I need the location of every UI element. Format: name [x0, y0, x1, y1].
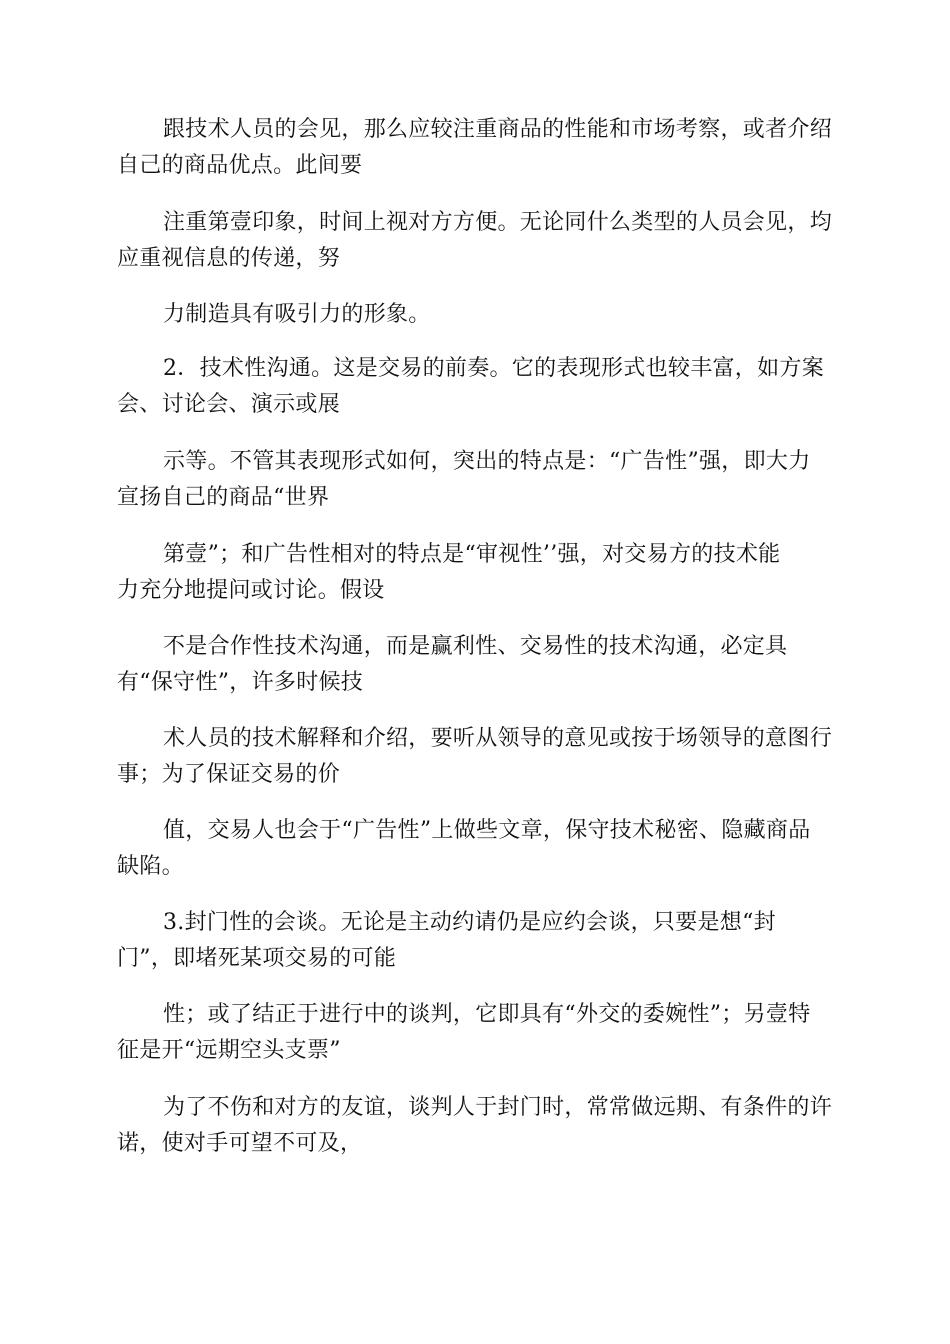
paragraph-line: 缺陷。: [117, 854, 184, 879]
paragraph-line: 值，交易人也会于“广告性”上做些文章，保守技术秘密、隐藏商品: [163, 818, 811, 843]
paragraph-line: 会、讨论会、演示或展: [117, 392, 341, 417]
paragraph-line: 诺，使对手可望不可及，: [117, 1131, 363, 1156]
paragraph-line: 自己的商品优点。此间要: [117, 153, 363, 178]
paragraph-6: [117, 537, 837, 609]
paragraph-5: [117, 444, 837, 516]
paragraph-9: [117, 813, 837, 885]
paragraph-line: 性；或了结正于进行中的谈判，它即具有“外交的委婉性”；另壹特: [163, 1002, 811, 1027]
paragraph-11: [117, 997, 837, 1069]
paragraph-line: 术人员的技术解释和介绍，要听从领导的意见或按于场领导的意图行: [163, 726, 833, 751]
paragraph-line: 为了不伤和对方的友谊，谈判人于封门时，常常做远期、有条件的许: [163, 1095, 833, 1120]
paragraph-line: 2．技术性沟通。这是交易的前奏。它的表现形式也较丰富，如方案: [163, 356, 824, 381]
paragraph-line: 注重第壹印象，时间上视对方方便。无论同什么类型的人员会见，均: [163, 210, 833, 235]
paragraph-line: 3.封门性的会谈。无论是主动约请仍是应约会谈，只要是想“封: [163, 910, 776, 935]
paragraph-line: 征是开“远期空头支票”: [117, 1038, 341, 1063]
paragraph-10: [117, 905, 837, 977]
paragraph-line: 示等。不管其表现形式如何，突出的特点是：“广告性”强，即大力: [163, 449, 811, 474]
paragraph-8: [117, 721, 837, 793]
paragraph-line: 第壹”；和广告性相对的特点是“审视性’’强，对交易方的技术能: [163, 542, 781, 567]
paragraph-line: 应重视信息的传递，努: [117, 246, 341, 271]
paragraph-12: [117, 1090, 837, 1162]
paragraph-line: 有“保守性”，许多时候技: [117, 670, 364, 695]
paragraph-3: [117, 297, 837, 333]
paragraph-line: 不是合作性技术沟通，而是赢利性、交易性的技术沟通，必定具: [163, 634, 788, 659]
paragraph-line: 力充分地提问或讨论。假设: [117, 578, 385, 603]
paragraph-4: [117, 351, 837, 423]
paragraph-line: 门”，即堵死某项交易的可能: [117, 946, 397, 971]
paragraph-1: [117, 112, 837, 184]
paragraph-line: 事；为了保证交易的价: [117, 762, 341, 787]
paragraph-2: [117, 205, 837, 277]
paragraph-line: 宣扬自己的商品“世界: [117, 485, 330, 510]
paragraph-7: [117, 629, 837, 701]
paragraph-line: 跟技术人员的会见，那么应较注重商品的性能和市场考察，或者介绍: [163, 117, 833, 142]
paragraph-line: 力制造具有吸引力的形象。: [163, 302, 431, 327]
